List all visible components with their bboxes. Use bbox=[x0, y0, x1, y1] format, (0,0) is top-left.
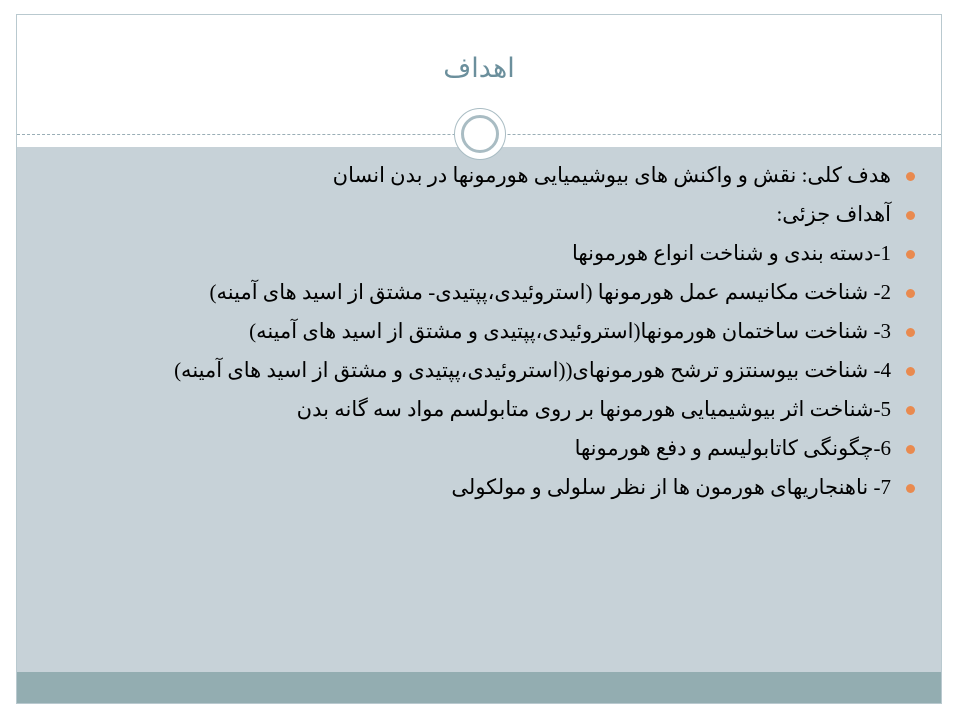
objective-item bbox=[40, 279, 917, 306]
bullet-icon bbox=[906, 484, 915, 493]
objectives-list bbox=[40, 162, 917, 513]
objective-item bbox=[40, 357, 917, 384]
objective-text: 5-شناخت اثر بیوشیمیایی هورمونها بر روی متابولسم مواد سه گانه بدن bbox=[296, 397, 891, 421]
bullet-icon bbox=[906, 211, 915, 220]
objective-item bbox=[40, 435, 917, 462]
objective-item bbox=[40, 201, 917, 228]
objective-text: 6-چگونگی کاتابولیسم و دفع هورمونها bbox=[574, 436, 891, 460]
bullet-icon bbox=[906, 250, 915, 259]
objective-item bbox=[40, 474, 917, 501]
bottom-band bbox=[17, 672, 941, 704]
objective-text: 2- شناخت مکانیسم عمل هورمونها (استروئیدی،پپتیدی- مشتق از اسید های آمینه) bbox=[209, 280, 891, 304]
ring-ornament-icon bbox=[454, 108, 506, 160]
objective-item bbox=[40, 162, 917, 189]
slide-title: اهداف bbox=[443, 53, 515, 84]
objective-item bbox=[40, 240, 917, 267]
objective-text: 4- شناخت بیوسنتزو ترشح هورمونهای((استروئیدی،پپتیدی و مشتق از اسید های آمینه) bbox=[174, 358, 891, 382]
objective-item bbox=[40, 318, 917, 345]
bullet-icon bbox=[906, 328, 915, 337]
bullet-icon bbox=[906, 406, 915, 415]
objective-text: هدف کلی: نقش و واکنش های بیوشیمیایی هورمونها در بدن انسان bbox=[332, 163, 891, 187]
objective-text: 7- ناهنجاریهای هورمون ها از نظر سلولی و مولکولی bbox=[451, 475, 891, 499]
bullet-icon bbox=[906, 445, 915, 454]
objective-item bbox=[40, 396, 917, 423]
bullet-icon bbox=[906, 172, 915, 181]
objective-text: آهداف جزئی: bbox=[776, 202, 891, 226]
objective-text: 3- شناخت ساختمان هورمونها(استروئیدی،پپتیدی و مشتق از اسید های آمینه) bbox=[249, 319, 891, 343]
bullet-icon bbox=[906, 367, 915, 376]
bullet-icon bbox=[906, 289, 915, 298]
objective-text: 1-دسته بندی و شناخت انواع هورمونها bbox=[572, 241, 891, 265]
